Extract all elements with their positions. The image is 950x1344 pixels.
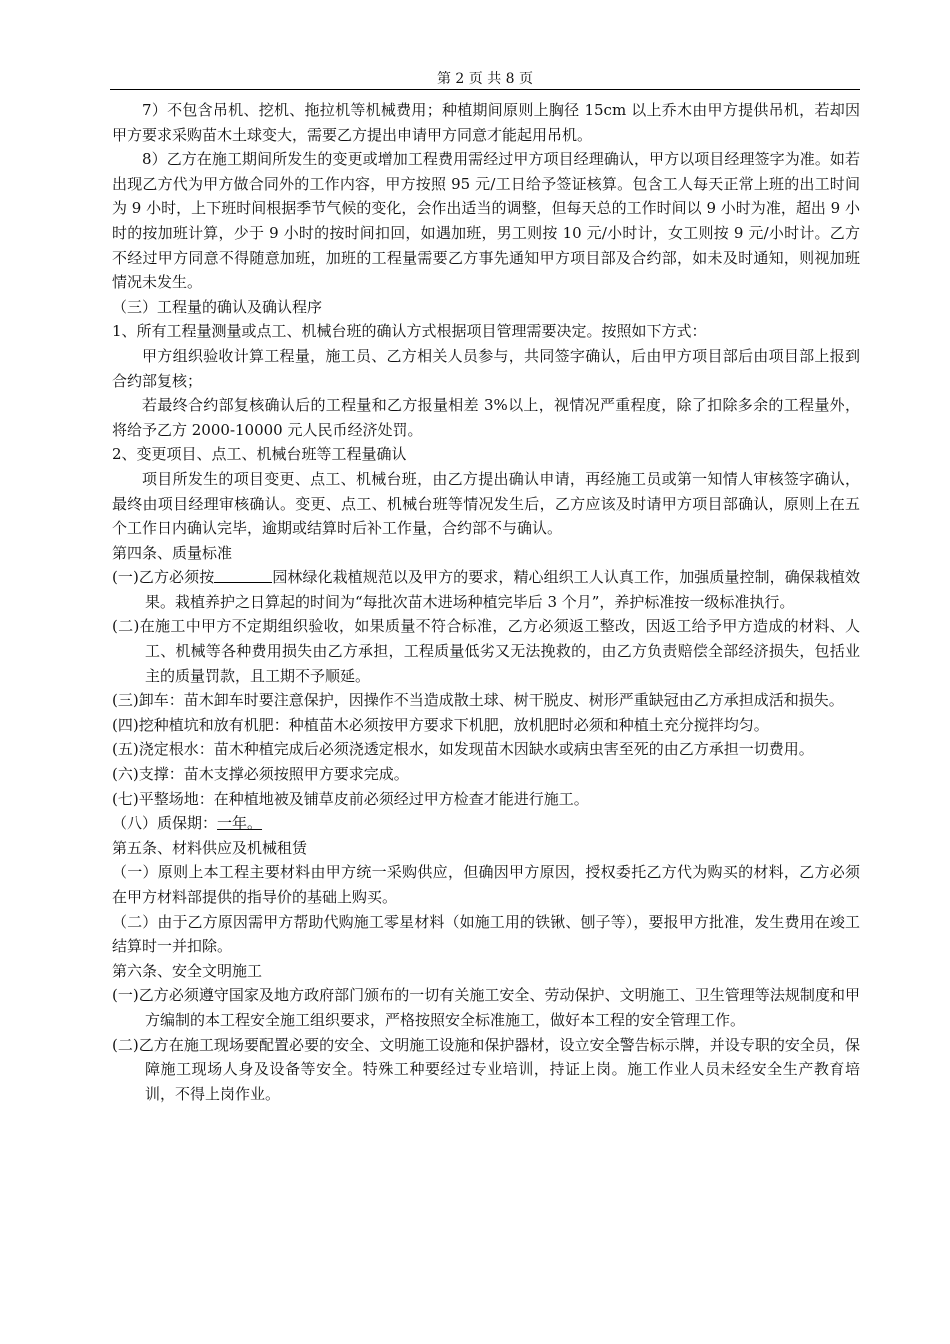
section-3-item-1-b: 若最终合约部复核确认后的工程量和乙方报量相差 3%以上，视情况严重程度，除了扣除多余的工程量外，将给予乙方 2000-10000 元人民币经济处罚。: [112, 396, 860, 439]
article-6-item-1: (一)乙方必须遵守国家及地方政府部门颁布的一切有关施工安全、劳动保护、文明施工、卫生管理等法规制度和甲方编制的本工程安全施工组织要求，严格按照安全标准施工，做好本工程的安全管理工作。: [112, 986, 860, 1029]
article-4-item-1-post: 园林绿化栽植规范以及甲方的要求，精心组织工人认真工作，加强质量控制，确保栽植效果。栽植养护之日算起的时间为“每批次苗木进场种植完毕后 3 个月”，养护标准按一级标准执行。: [145, 568, 860, 611]
article-5-item-2: （二）由于乙方原因需甲方帮助代购施工零星材料（如施工用的铁锹、刨子等），要报甲方批准，发生费用在竣工结算时一并扣除。: [112, 912, 860, 956]
section-3-item-1-a: 甲方组织验收计算工程量，施工员、乙方相关人员参与，共同签字确认，后由甲方项目部后由项目部上报到合约部复核；: [112, 346, 860, 390]
section-3-item-2: 2、变更项目、点工、机械台班等工程量确认: [112, 445, 407, 464]
article-4-title: 第四条、质量标准: [112, 543, 233, 562]
article-6-item-2: (二)乙方在施工现场要配置必要的安全、文明施工设施和保护器材，设立安全警告标示牌，并设专职的安全员，保障施工现场人身及设备等安全。特殊工种要经过专业培训，持证上岗。施工作业人员未经安全生产教育培训，不得上岗作业。: [112, 1035, 860, 1103]
blank-fill-line: [214, 566, 272, 583]
article-4-item-6: (六)支撑：苗木支撑必须按照甲方要求完成。: [112, 765, 409, 784]
warranty-label: （八）质保期：: [112, 814, 218, 833]
section-3-item-2-a: 项目所发生的项目变更、点工、机械台班，由乙方提出确认申请，再经施工员或第一知情人审核签字确认，最终由项目经理审核确认。变更、点工、机械台班等情况发生后，乙方应该及时请甲方项目部确认，原则上在五个工作日内确认完毕，逾期或结算时后补工作量，合约部不与确认。: [112, 469, 860, 538]
article-4-item-4: (四)挖种植坑和放有机肥：种植苗木必须按甲方要求下机肥，放机肥时必须和种植土充分搅拌均匀。: [112, 715, 769, 734]
article-4-item-1: [112, 565, 860, 614]
section-3-title: （三）工程量的确认及确认程序: [112, 297, 323, 316]
article-4-item-5: (五)浇定根水：苗木种植完成后必须浇透定根水，如发现苗木因缺水或病虫害至死的由乙方承担一切费用。: [112, 740, 814, 759]
article-4-item-7: (七)平整场地：在种植地被及铺草皮前必须经过甲方检查才能进行施工。: [112, 789, 589, 808]
warranty-value: 一年。: [217, 814, 263, 833]
article-5-item-1: （一）原则上本工程主要材料由甲方统一采购供应，但确因甲方原因，授权委托乙方代为购买的材料，乙方必须在甲方材料部提供的指导价的基础上购买。: [112, 863, 860, 906]
clause-7: 7）不包含吊机、挖机、拖拉机等机械费用；种植期间原则上胸径 15cm 以上乔木由甲方提供吊机，若却因甲方要求采购苗木土球变大，需要乙方提出申请甲方同意才能起用吊机。: [112, 101, 860, 144]
article-6-title: 第六条、安全文明施工: [112, 961, 263, 980]
header-divider: [110, 89, 860, 90]
article-5-title: 第五条、材料供应及机械租赁: [112, 838, 308, 857]
article-4-item-8: [112, 811, 860, 836]
section-3-item-1: 1、所有工程量测量或点工、机械台班的确认方式根据项目管理需要决定。按照如下方式：: [112, 322, 707, 341]
clause-8: 8）乙方在施工期间所发生的变更或增加工程费用需经过甲方项目经理确认，甲方以项目经理签字为准。如若出现乙方代为甲方做合同外的工作内容，甲方按照 95 元/工日给予签证核算。包含工人每天正常上班的出工时间为 9 小时，上下班时间根据季节气候的变化，会作出适当的调整，但每天总的工作时间以 9 小时为准，超出 9 小时的按加班计算，少于 9 小时的按时间扣回，如遇加班，男工则按 10 元/小时计，女工则按 9 元/小时计。乙方不经过甲方同意不得随意加班，加班的工程量需要乙方事先通知甲方项目部及合约部，如未及时通知，则视加班情况未发生。: [112, 150, 860, 292]
article-4-item-3: (三)卸车：苗木卸车时要注意保护，因操作不当造成散土球、树干脱皮、树形严重缺冠由乙方承担成活和损失。: [112, 691, 844, 710]
contract-body: [112, 98, 860, 1106]
article-4-item-1-pre: (一)乙方必须按: [112, 568, 215, 587]
article-4-item-2: (二)在施工中甲方不定期组织验收，如果质量不符合标准，乙方必须返工整改，因返工给予甲方造成的材料、人工、机械等各种费用损失由乙方承担，工程质量低劣又无法挽救的，由乙方负责赔偿全部经济损失，包括业主的质量罚款，且工期不予顺延。: [112, 617, 860, 685]
page-number-header: 第 2 页 共 8 页: [436, 71, 534, 87]
